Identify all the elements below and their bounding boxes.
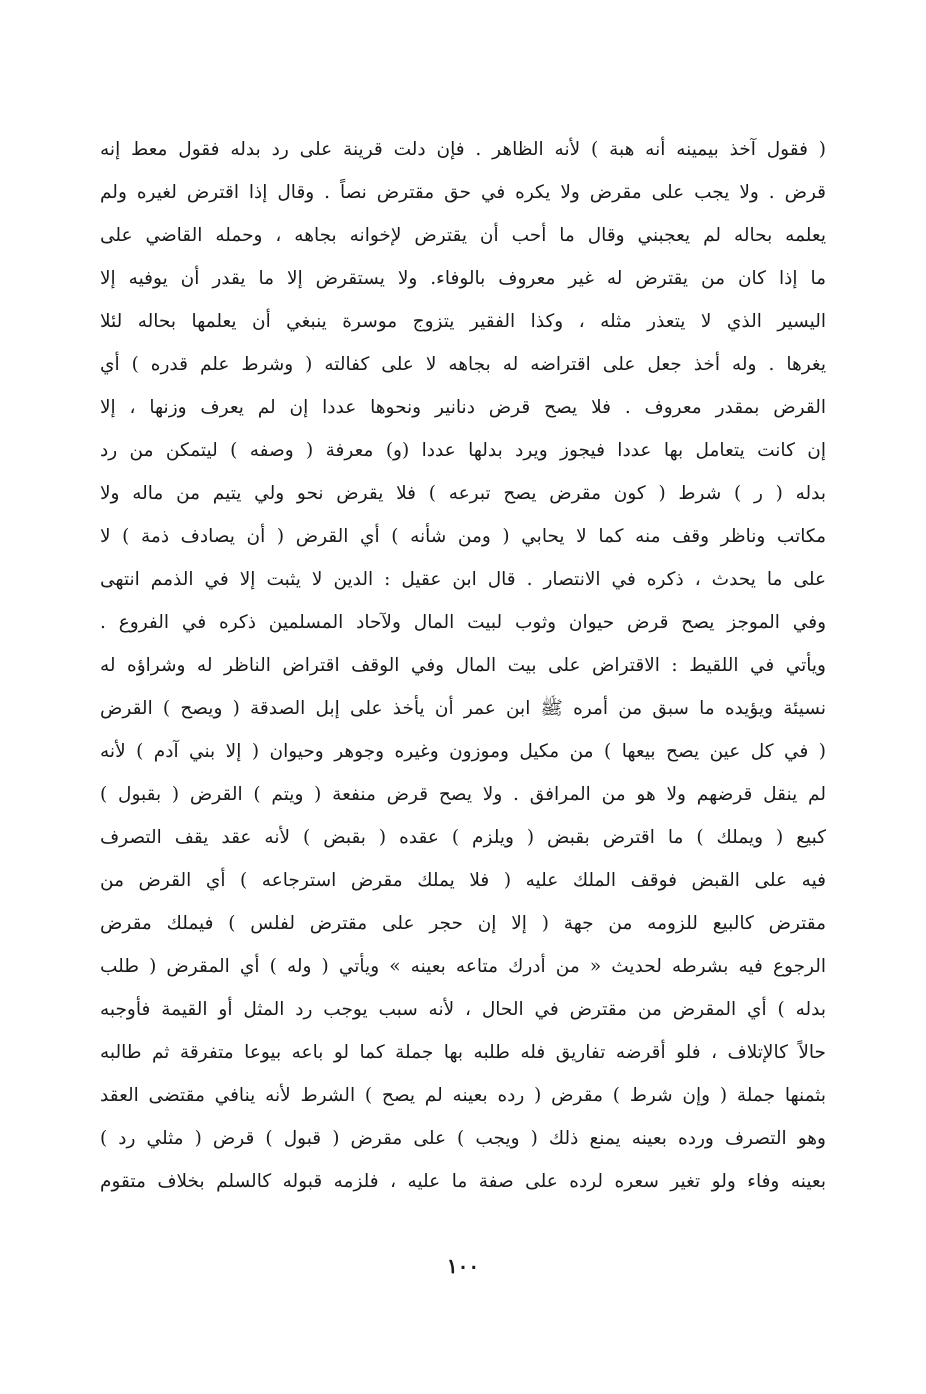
text-line: مكاتب وناظر وقف منه كما لا يحابي ( ومن شأنه ) أي القرض ( أن يصادف ذمة ) لا bbox=[100, 526, 826, 547]
text-line: مقترض كالبيع للزومه من جهة ( إلا إن حجر على مقترض لفلس ) فيملك مقرض bbox=[100, 913, 826, 934]
text-line: ما إذا كان من يقترض له غير معروف بالوفاء. ولا يستقرض إلا ما يقدر أن يوفيه إلا bbox=[100, 268, 826, 289]
text-line: كبيع ( ويملك ) ما اقترض بقبض ( ويلزم ) عقده ( بقبض ) لأنه عقد يقف التصرف bbox=[100, 827, 826, 848]
text-line: نسيئة ويؤيده ما سبق من أمره ﷺ ابن عمر أن يأخذ على إبل الصدقة ( ويصح ) القرض bbox=[100, 698, 826, 719]
text-line: ( في كل عين يصح بيعها ) من مكيل وموزون وغيره وجوهر وحيوان ( إلا بني آدم ) لأنه bbox=[100, 741, 826, 762]
body-text bbox=[100, 128, 826, 1203]
text-line: على ما يحدث ، ذكره في الانتصار . قال ابن عقيل : الدين لا يثبت إلا في الذمم انتهى bbox=[100, 569, 826, 590]
text-line: يعلمه بحاله لم يعجبني وقال ما أحب أن يقترض لإخوانه بجاهه ، وحمله القاضي على bbox=[100, 225, 826, 246]
text-line: ويأتي في اللقيط : الاقتراض على بيت المال وفي الوقف اقتراض الناظر له وشراؤه له bbox=[100, 655, 826, 676]
text-line: حالاً كالإتلاف ، فلو أقرضه تفاريق فله طلبه بها جملة كما لو باعه بيوعا متفرقة ثم طالبه bbox=[100, 1042, 826, 1063]
text-line: بدله ) أي المقرض من مقترض في الحال ، لأنه سبب يوجب رد المثل أو القيمة فأوجبه bbox=[100, 999, 826, 1020]
page-number: ١٠٠ bbox=[446, 1254, 480, 1278]
text-line: إن كانت يتعامل بها عددا فيجوز ويرد بدلها عددا (و) معرفة ( وصفه ) ليتمكن من رد bbox=[100, 440, 826, 461]
text-line: بعينه وفاء ولو تغير سعره لرده على صفة ما عليه ، فلزمه قبوله كالسلم بخلاف متقوم bbox=[100, 1171, 826, 1192]
text-line: ( فقول آخذ بيمينه أنه هبة ) لأنه الظاهر . فإن دلت قرينة على رد بدله فقول معط إنه bbox=[100, 139, 826, 160]
text-line: قرض . ولا يجب على مقرض ولا يكره في حق مقترض نصاً . وقال إذا اقترض لغيره ولم bbox=[100, 182, 826, 203]
text-line: الرجوع فيه بشرطه لحديث « من أدرك متاعه بعينه » ويأتي ( وله ) أي المقرض ( طلب bbox=[100, 956, 826, 977]
text-line: اليسير الذي لا يتعذر مثله ، وكذا الفقير يتزوج موسرة ينبغي أن يعلمها بحاله لئلا bbox=[100, 311, 826, 332]
text-line: بدله ( ر ) شرط ( كون مقرض يصح تبرعه ) فلا يقرض نحو ولي يتيم من ماله ولا bbox=[100, 483, 826, 504]
text-line: وفي الموجز يصح قرض حيوان وثوب لبيت المال ولآحاد المسلمين ذكره في الفروع . bbox=[100, 612, 826, 633]
text-line: بثمنها جملة ( وإن شرط ) مقرض ( رده بعينه لم يصح ) الشرط لأنه ينافي مقتضى العقد bbox=[100, 1085, 826, 1106]
text-line: وهو التصرف ورده بعينه يمنع ذلك ( ويجب ) على مقرض ( قبول ) قرض ( مثلي رد ) bbox=[100, 1128, 826, 1149]
text-line: يغرها . وله أخذ جعل على اقتراضه له بجاهه لا على كفالته ( وشرط علم قدره ) أي bbox=[100, 354, 826, 375]
text-line: فيه على القبض فوقف الملك عليه ( فلا يملك مقرض استرجاعه ) أي القرض من bbox=[100, 870, 826, 891]
text-line: لم ينقل قرضهم ولا هو من المرافق . ولا يصح قرض منفعة ( ويتم ) القرض ( بقبول ) bbox=[100, 784, 826, 805]
text-line: القرض بمقدر معروف . فلا يصح قرض دنانير ونحوها عددا إن لم يعرف وزنها ، إلا bbox=[100, 397, 826, 418]
